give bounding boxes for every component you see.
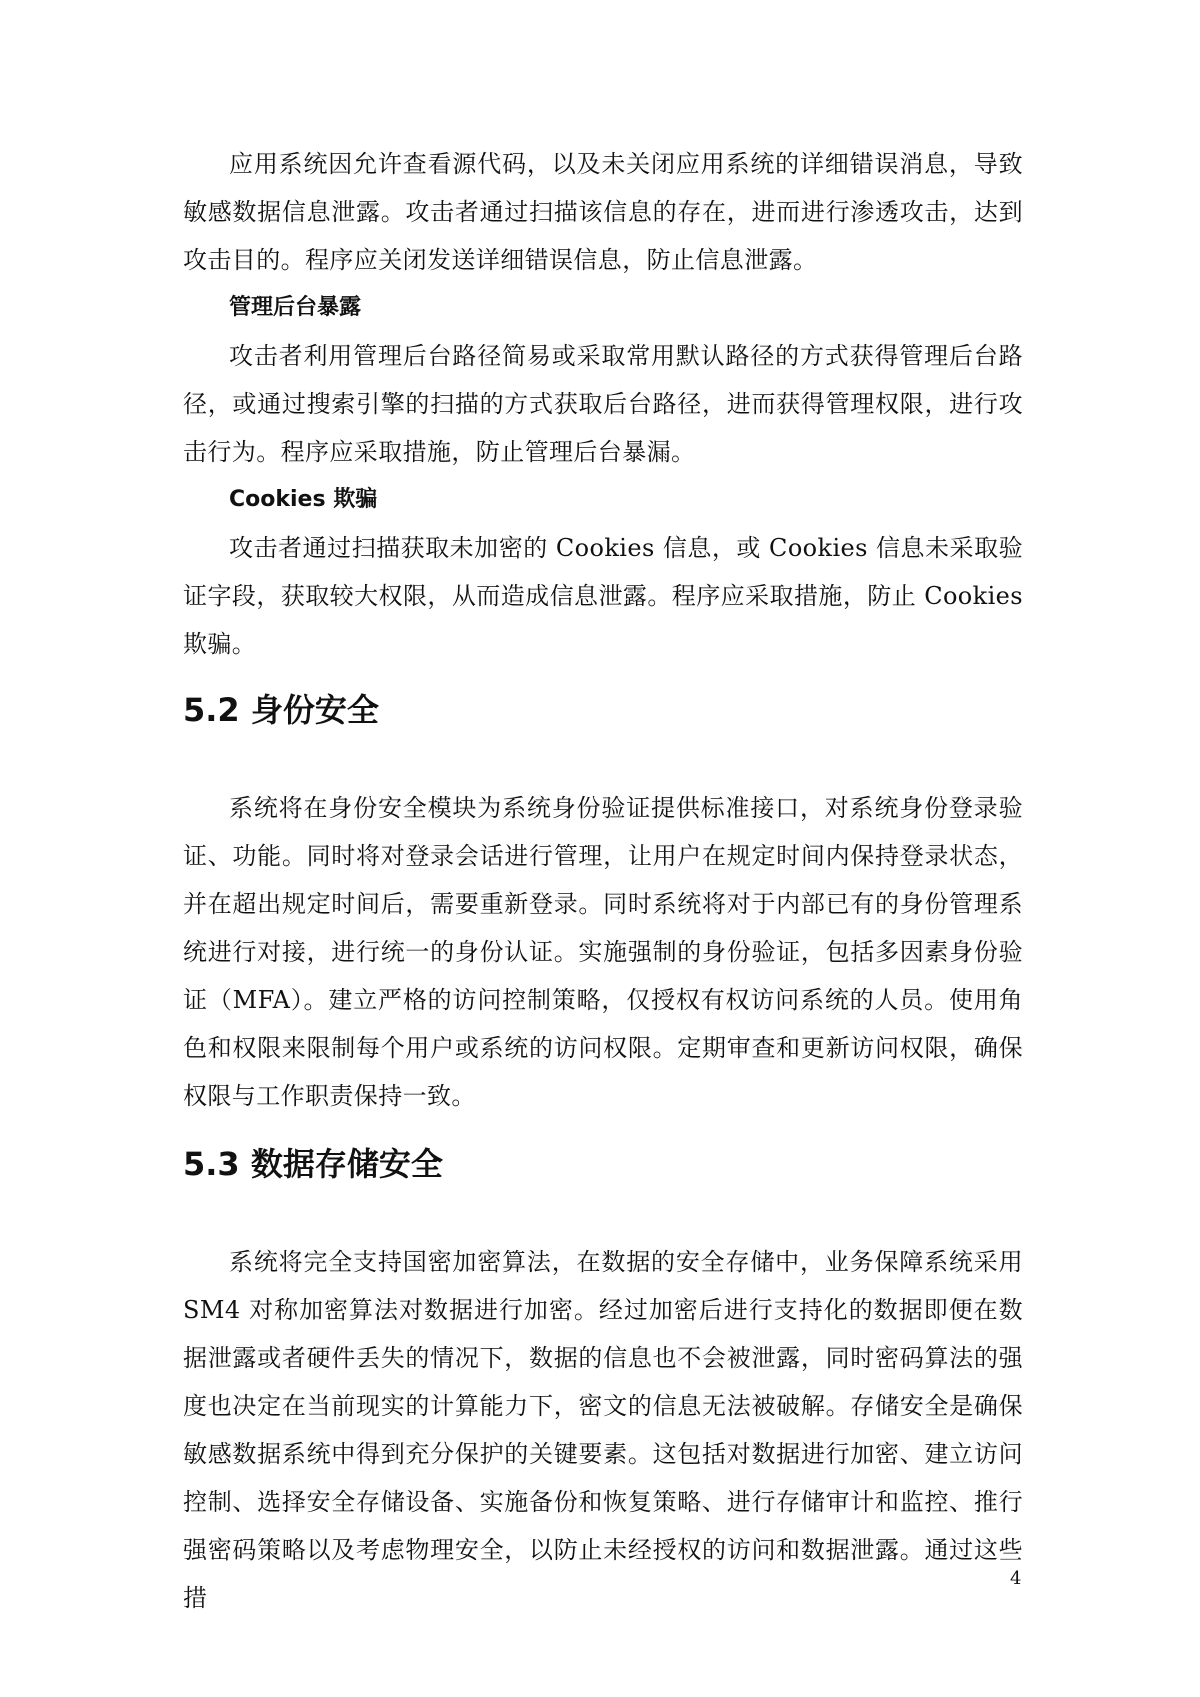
paragraph-identity-security: 系统将在身份安全模块为系统身份验证提供标准接口，对系统身份登录验证、功能。同时将对登录会话进行管理，让用户在规定时间内保持登录状态，并在超出规定时间后，需要重新登录。同时系统将对于内部已有的身份管理系统进行对接，进行统一的身份认证。实施强制的身份验证，包括多因素身份验证（MFA）。建立严格的访问控制策略，仅授权有权访问系统的人员。使用角色和权限来限制每个用户或系统的访问权限。定期审查和更新访问权限，确保权限与工作职责保持一致。: [183, 794, 1023, 1110]
paragraph-admin-exposure: 攻击者利用管理后台路径简易或采取常用默认路径的方式获得管理后台路径，或通过搜索引擎的扫描的方式获取后台路径，进而获得管理权限，进行攻击行为。程序应采取措施，防止管理后台暴漏。: [183, 342, 1023, 466]
subheading-cookies-spoofing: Cookies 欺骗: [229, 487, 378, 512]
paragraph-error-disclosure: 应用系统因允许查看源代码，以及未关闭应用系统的详细错误消息，导致敏感数据信息泄露。攻击者通过扫描该信息的存在，进而进行渗透攻击，达到攻击目的。程序应关闭发送详细错误信息，防止信息泄露。: [183, 150, 1023, 274]
paragraph-data-storage-security: 系统将完全支持国密加密算法，在数据的安全存储中，业务保障系统采用 SM4 对称加密算法对数据进行加密。经过加密后进行支持化的数据即便在数据泄露或者硬件丢失的情况下，数据的信息也不会被泄露，同时密码算法的强度也决定在当前现实的计算能力下，密文的信息无法被破解。存储安全是确保敏感数据系统中得到充分保护的关键要素。这包括对数据进行加密、建立访问控制、选择安全存储设备、实施备份和恢复策略、进行存储审计和监控、推行强密码策略以及考虑物理安全，以防止未经授权的访问和数据泄露。通过这些措: [183, 1248, 1023, 1612]
page-content: [183, 140, 1023, 1622]
paragraph-cookies-spoofing: 攻击者通过扫描获取未加密的 Cookies 信息，或 Cookies 信息未采取验证字段，获取较大权限，从而造成信息泄露。程序应采取措施，防止 Cookies 欺骗。: [183, 534, 1023, 658]
subheading-admin-exposure: 管理后台暴露: [229, 295, 362, 320]
section-title-identity-security: 5.2 身份安全: [183, 691, 379, 729]
section-title-data-storage-security: 5.3 数据存储安全: [183, 1145, 443, 1183]
page-number: 4: [1010, 1568, 1022, 1589]
